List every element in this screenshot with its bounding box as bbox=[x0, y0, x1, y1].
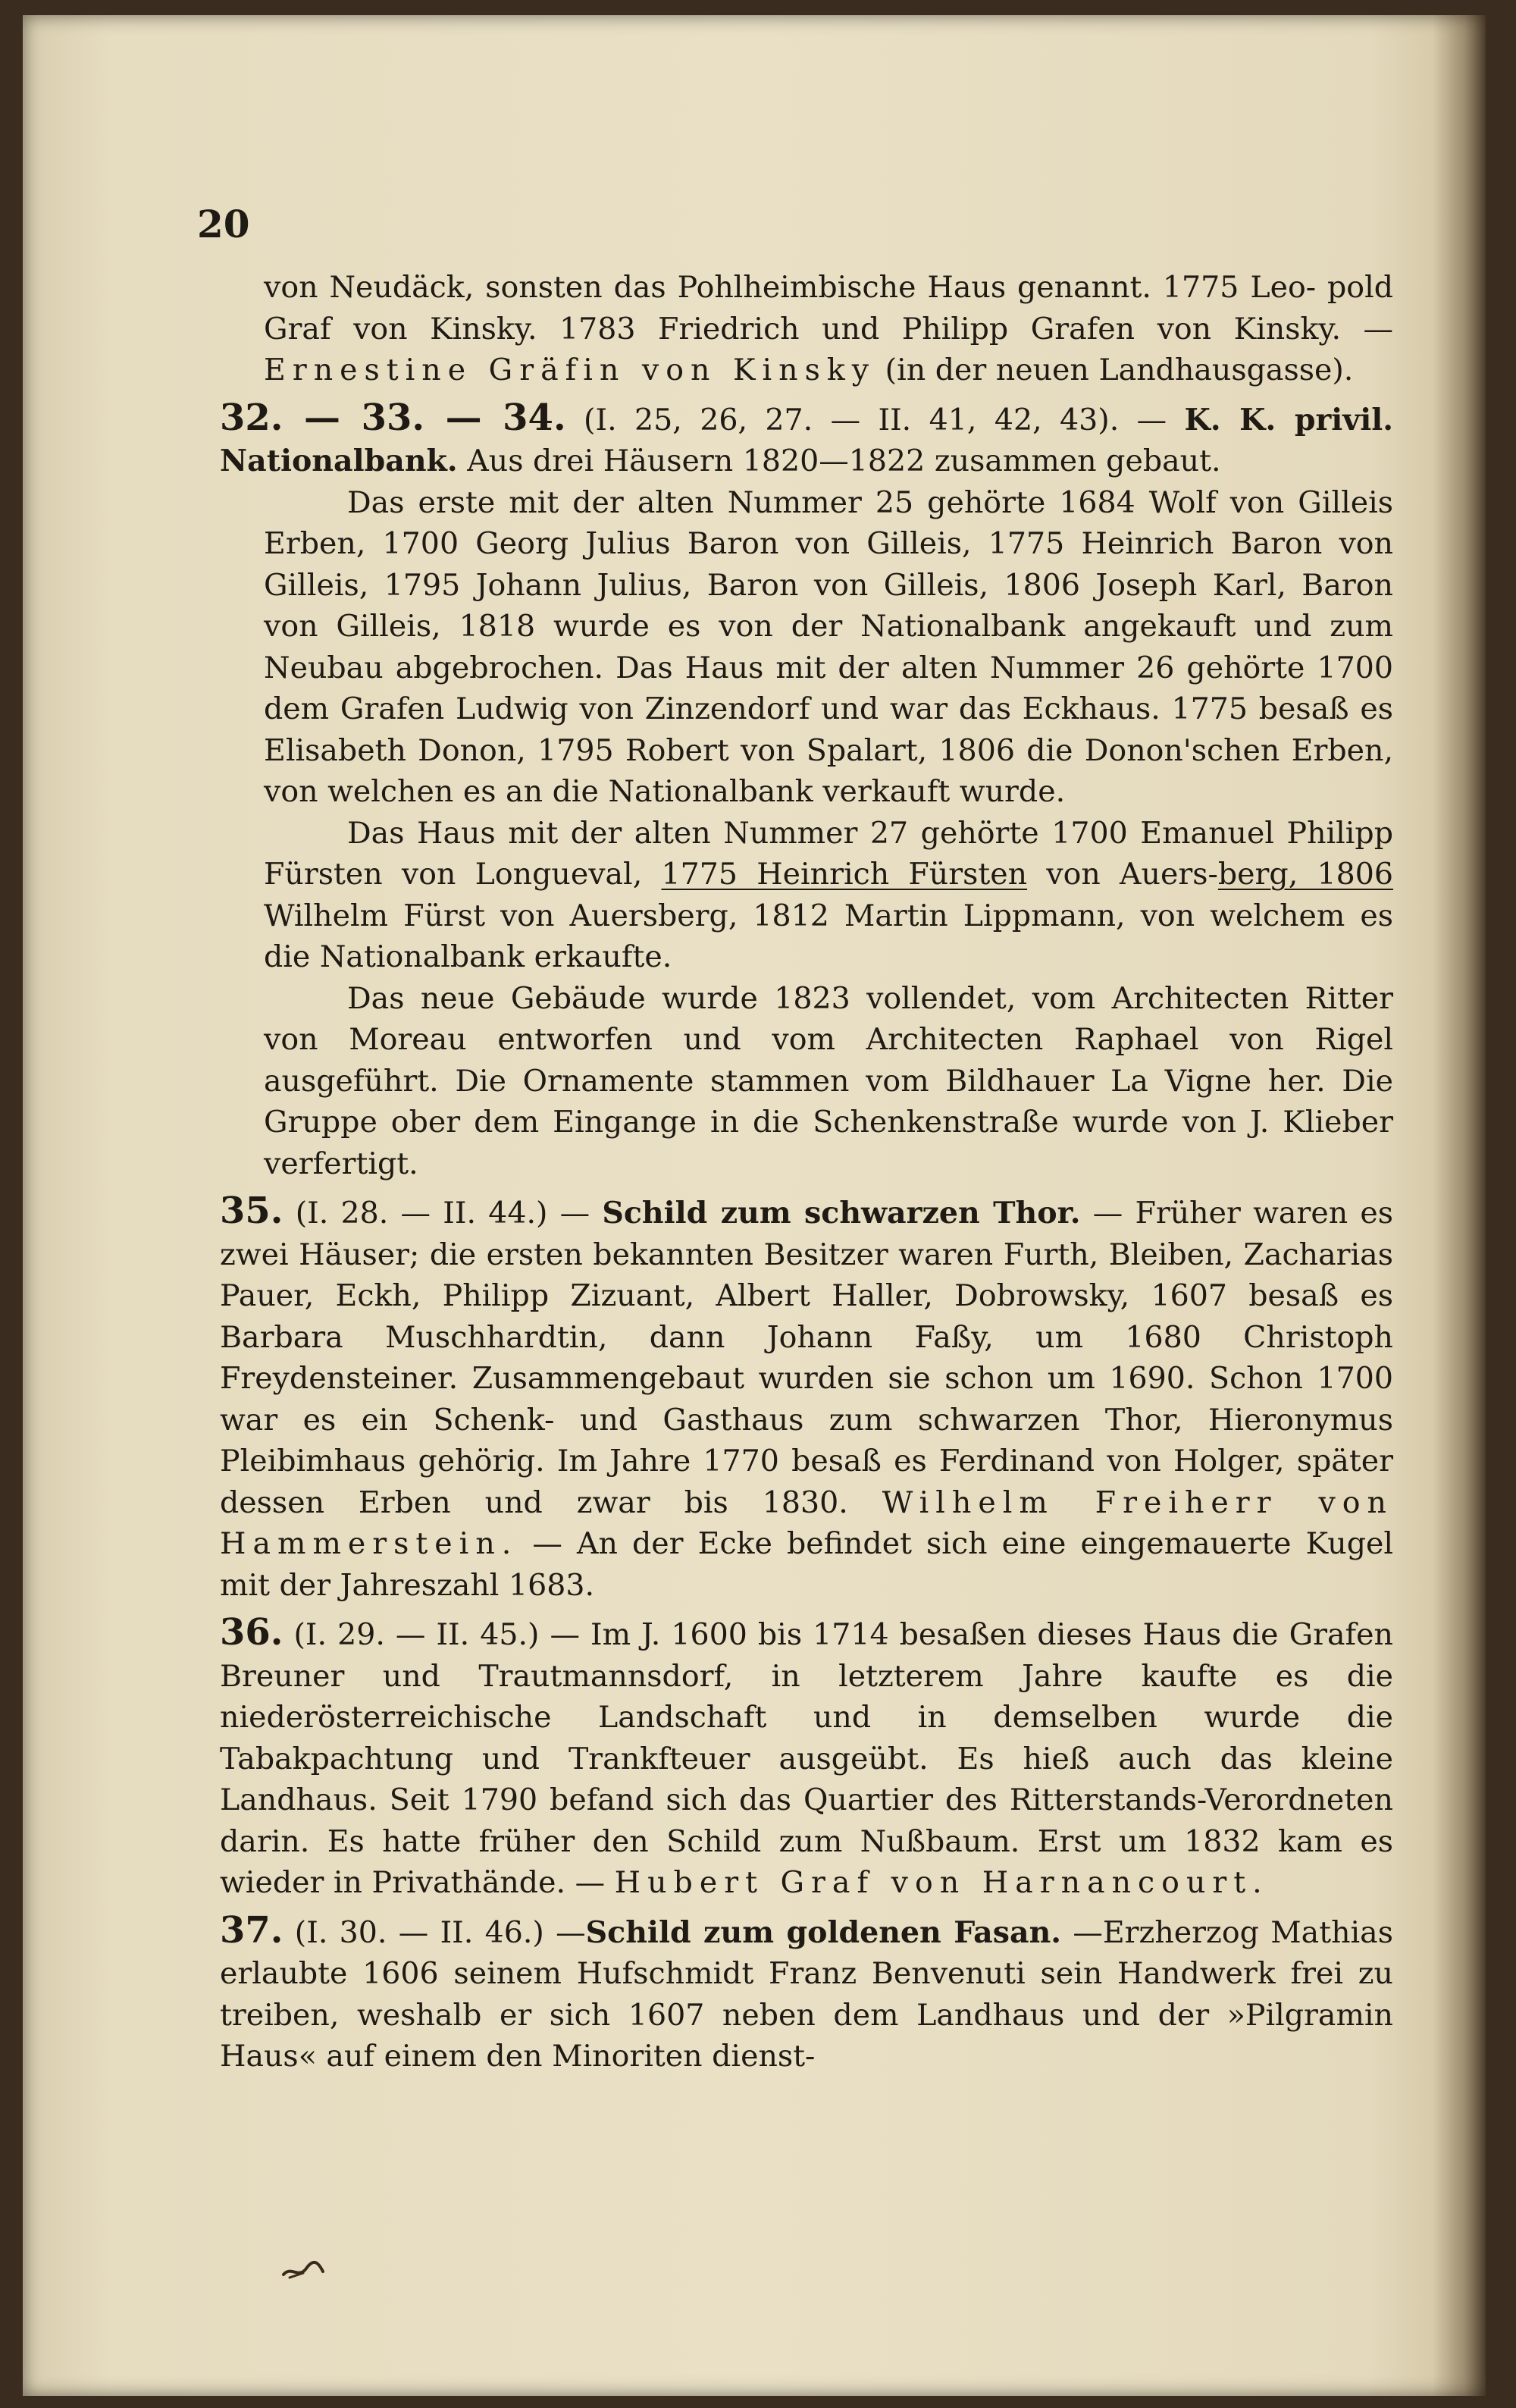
entry-text: — An der Ecke befindet sich eine eingemauerte Kugel mit der Jahreszahl 1683. bbox=[220, 1526, 1393, 1603]
entry-text: — Früher waren es zwei Häuser; die ersten bekannten Besitzer waren Furth, Bleiben, Zacharias Pauer, Eckh, Philipp Zizuant, Albert Haller, Dobrowsky, 1607 besaß es Barbara Muschhardtin, dann Johann Faßy, um 1680 Christoph Freydensteiner. Zusammengebaut wurden sie schon um 1690. Schon 1700 war es ein Schenk- und Gasthaus zum schwarzen Thor, Hieronymus Pleibimhaus gehörig. Im Jahre 1770 besaß es Ferdinand von Holger, später dessen Erben und zwar bis 1830. bbox=[220, 1196, 1393, 1520]
text-line: Landhausgasse). bbox=[1098, 353, 1354, 387]
text-line: (in der neuen bbox=[875, 353, 1089, 387]
text-span: Das Haus mit der alten Nummer 27 gehörte 1700 Emanuel Philipp Fürsten von Longueval, bbox=[264, 815, 1393, 892]
entry-reference: (I. 25, 26, 27. — II. 41, 42, 43). — bbox=[565, 402, 1185, 437]
entry-number: 36. bbox=[220, 1611, 283, 1654]
page-text bbox=[220, 267, 1393, 2077]
entry-number: 37. bbox=[220, 1908, 283, 1952]
ink-scribble-mark bbox=[280, 2252, 326, 2282]
entry-37 bbox=[220, 1910, 1393, 2077]
entry-number: 32. — 33. — 34. bbox=[220, 396, 566, 439]
entry-reference: (I. 28. — II. 44.) — bbox=[283, 1196, 603, 1231]
owner-name-spaced: Hubert Graf von Harnancourt. bbox=[614, 1865, 1269, 1900]
paragraph-houses-25-26: Das erste mit der alten Nummer 25 gehörte 1684 Wolf von Gilleis Erben, 1700 Georg Julius Baron von Gilleis, 1775 Heinrich Baron von Gilleis, 1795 Johann Julius, Baron von Gilleis, 1806 Joseph Karl, Baron von Gilleis, 1818 wurde es von der Nationalbank angekauft und zum Neubau abgebrochen. Das Haus mit der alten Nummer 26 gehörte 1700 dem Grafen Ludwig von Zinzendorf und war das Eckhaus. 1775 besaß es Elisabeth Donon, 1795 Robert von Spalart, 1806 die Donon'schen Erben, von welchen es an die Nationalbank verkauft wurde. bbox=[264, 484, 1393, 809]
page-number: 20 bbox=[197, 202, 250, 246]
continuation-paragraph bbox=[264, 267, 1393, 391]
entry-text: —Erzherzog Mathias erlaubte 1606 seinem Hufschmidt Franz Benvenuti sein Handwerk frei zu treiben, weshalb er sich 1607 neben dem Landhaus und der »Pilgramin Haus« auf einem den Minoriten dienst- bbox=[220, 1914, 1393, 2074]
entry-32-34 bbox=[220, 397, 1393, 482]
binding-shadow bbox=[1433, 15, 1486, 2396]
entry-title: Schild zum schwarzen Thor. bbox=[602, 1196, 1081, 1231]
entry-35 bbox=[220, 1190, 1393, 1606]
text-line: von Neudäck, sonsten das Pohlheimbische Haus genannt. 1775 Leo- bbox=[264, 270, 1317, 305]
text-line: pold Graf von Kinsky. 1783 Friedrich und Philipp Grafen von bbox=[264, 270, 1393, 346]
underlined-text: 1775 Heinrich Fürsten bbox=[661, 857, 1028, 892]
entry-number: 35. bbox=[220, 1190, 283, 1232]
entry-title: K. K. privil. Nationalbank. bbox=[220, 402, 1393, 478]
entry-text: (I. 29. — II. 45.) — Im J. 1600 bis 1714 besaßen dieses Haus die Grafen Breuner und Trautmannsdorf, in letzterem Jahre kaufte es die niederösterreichische Landschaft und in demselben wurde die Tabakpachtung und Trankfteuer ausgeübt. Es hieß auch das kleine Landhaus. Seit 1790 befand sich das Quartier des Ritterstands-Verordneten darin. Es hatte früher den Schild zum Nußbaum. Erst um 1832 kam es wieder in Privathände. — bbox=[220, 1617, 1393, 1900]
underlined-text: berg, 1806 bbox=[1217, 857, 1393, 892]
owner-name-spaced: Ernestine Gräfin von Kinsky bbox=[264, 353, 876, 387]
paragraph-new-building: Das neue Gebäude wurde 1823 vollendet, vom Architecten Ritter von Moreau entworfen und vom Architecten Raphael von Rigel ausgeführt. Die Ornamente stammen vom Bildhauer La Vigne her. Die Gruppe ober dem Eingange in die Schenkenstraße wurde von J. Klieber verfertigt. bbox=[264, 980, 1393, 1181]
entry-text: Aus drei Häusern 1820—1822 zusammen gebaut. bbox=[457, 444, 1221, 478]
owner-name-spaced: Wilhelm Freiherr von Hammerstein. bbox=[220, 1485, 1393, 1561]
text-span: Wilhelm Fürst von Auersberg, 1812 Martin Lippmann, von welchem es die Nationalbank erkaufte. bbox=[264, 898, 1393, 974]
book-page bbox=[23, 15, 1486, 2396]
entry-reference: (I. 30. — II. 46.) — bbox=[283, 1914, 586, 1950]
text-span: von Auers- bbox=[1027, 857, 1218, 892]
entry-title: Schild zum goldenen Fasan. bbox=[585, 1914, 1062, 1950]
text-line: Kinsky. — bbox=[1233, 311, 1393, 346]
paragraph-house-27 bbox=[264, 813, 1393, 978]
entry-36 bbox=[220, 1612, 1393, 1904]
